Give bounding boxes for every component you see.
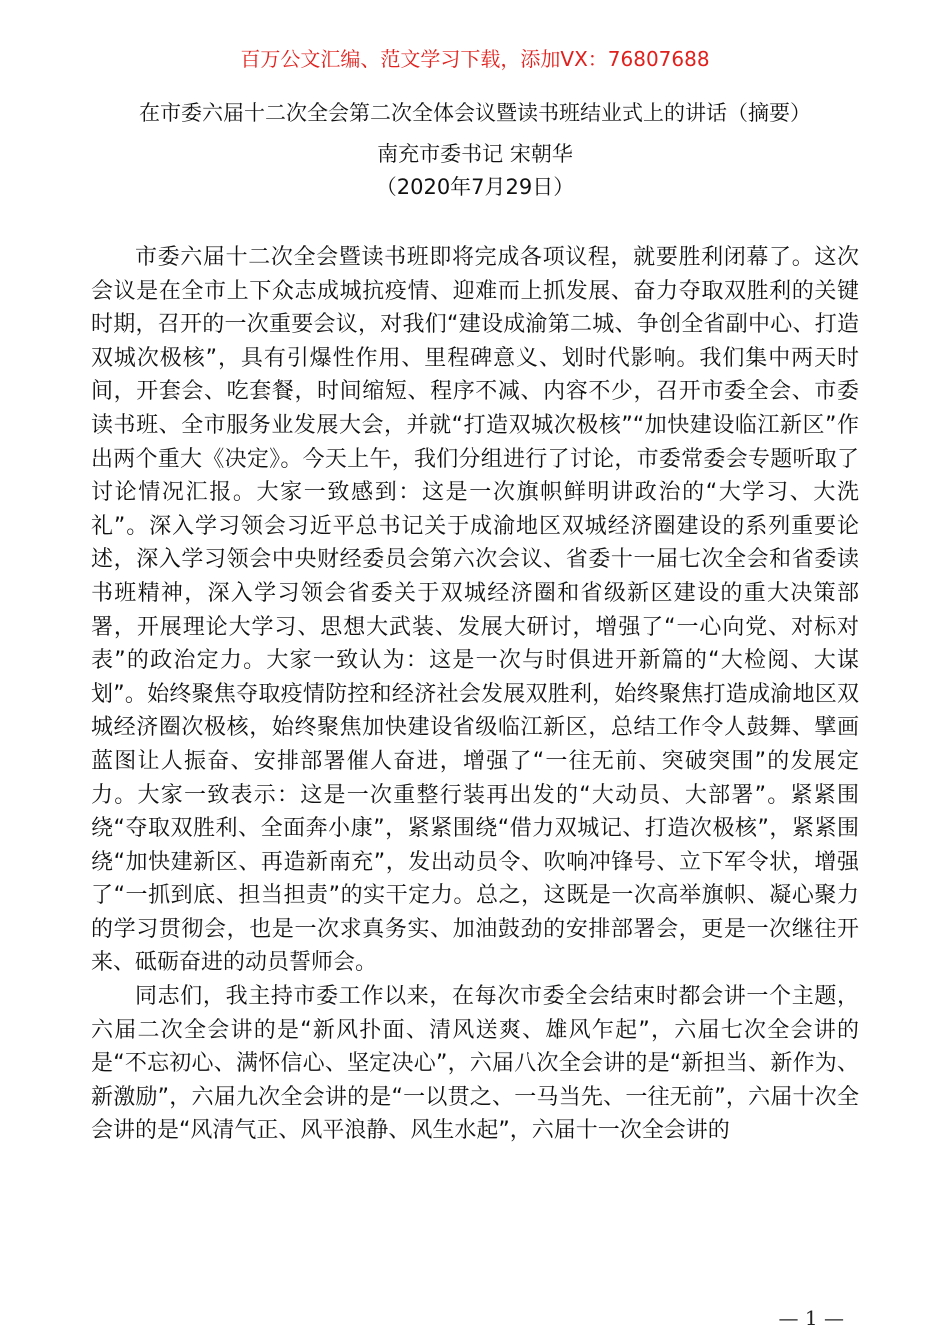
speech-author: 南充市委书记 宋朝华 — [377, 142, 573, 166]
watermark-banner: 百万公文汇编、范文学习下载，添加VX：76807688 — [240, 47, 710, 71]
body-paragraph: 同志们，我主持市委工作以来，在每次市委全会结束时都会讲一个主题，六届二次全会讲的是“新风扑面、清风送爽、雄风乍起”，六届七次全会讲的是“不忘初心、满怀信心、坚定决心”，六届八次全会讲的是“新担当、新作为、新激励”，六届九次全会讲的是“一以贯之、一马当先、一往无前”，六届十次全会讲的是“风清气正、风平浪静、风生水起”，六届十一次全会讲的 — [91, 984, 859, 1144]
speech-body — [91, 241, 859, 1148]
speech-title: 在市委六届十二次全会第二次全体会议暨读书班结业式上的讲话（摘要） — [139, 101, 811, 125]
body-paragraph: 市委六届十二次全会暨读书班即将完成各项议程，就要胜利闭幕了。这次会议是在全市上下众志成城抗疫情、迎难而上抓发展、奋力夺取双胜利的关键时期，召开的一次重要会议，对我们“建设成渝第二城、争创全省副中心、打造双城次极核”，具有引爆性作用、里程碑意义、划时代影响。我们集中两天时间，开套会、吃套餐，时间缩短、程序不减、内容不少，召开市委全会、市委读书班、全市服务业发展大会，并就“打造双城次极核”“加快建设临江新区”作出两个重大《决定》。今天上午，我们分组进行了讨论，市委常委会专题听取了讨论情况汇报。大家一致感到：这是一次旗帜鲜明讲政治的“大学习、大洗礼”。深入学习领会习近平总书记关于成渝地区双城经济圈建设的系列重要论述，深入学习领会中央财经委员会第六次会议、省委十一届七次全会和省委读书班精神，深入学习领会省委关于双城经济圈和省级新区建设的重大决策部署，开展理论大学习、思想大武装、发展大研讨，增强了“一心向党、对标对表”的政治定力。大家一致认为：这是一次与时俱进开新篇的“大检阅、大谋划”。始终聚焦夺取疫情防控和经济社会发展双胜利，始终聚焦打造成渝地区双城经济圈次极核，始终聚焦加快建设省级临江新区，总结工作令人鼓舞、擘画蓝图让人振奋、安排部署催人奋进，增强了“一往无前、突破突围”的发展定力。大家一致表示：这是一次重整行装再出发的“大动员、大部署”。紧紧围绕“夺取双胜利、全面奔小康”，紧紧围绕“借力双城记、打造次极核”，紧紧围绕“加快建新区、再造新南充”，发出动员令、吹响冲锋号、立下军令状，增强了“一抓到底、担当担责”的实干定力。总之，这既是一次高举旗帜、凝心聚力的学习贯彻会，也是一次求真务实、加油鼓劲的安排部署会，更是一次继往开来、砥砺奋进的动员誓师会。 — [91, 245, 859, 976]
speech-date: （2020年7月29日） — [375, 175, 575, 199]
page-number: — 1 — — [778, 1306, 844, 1330]
